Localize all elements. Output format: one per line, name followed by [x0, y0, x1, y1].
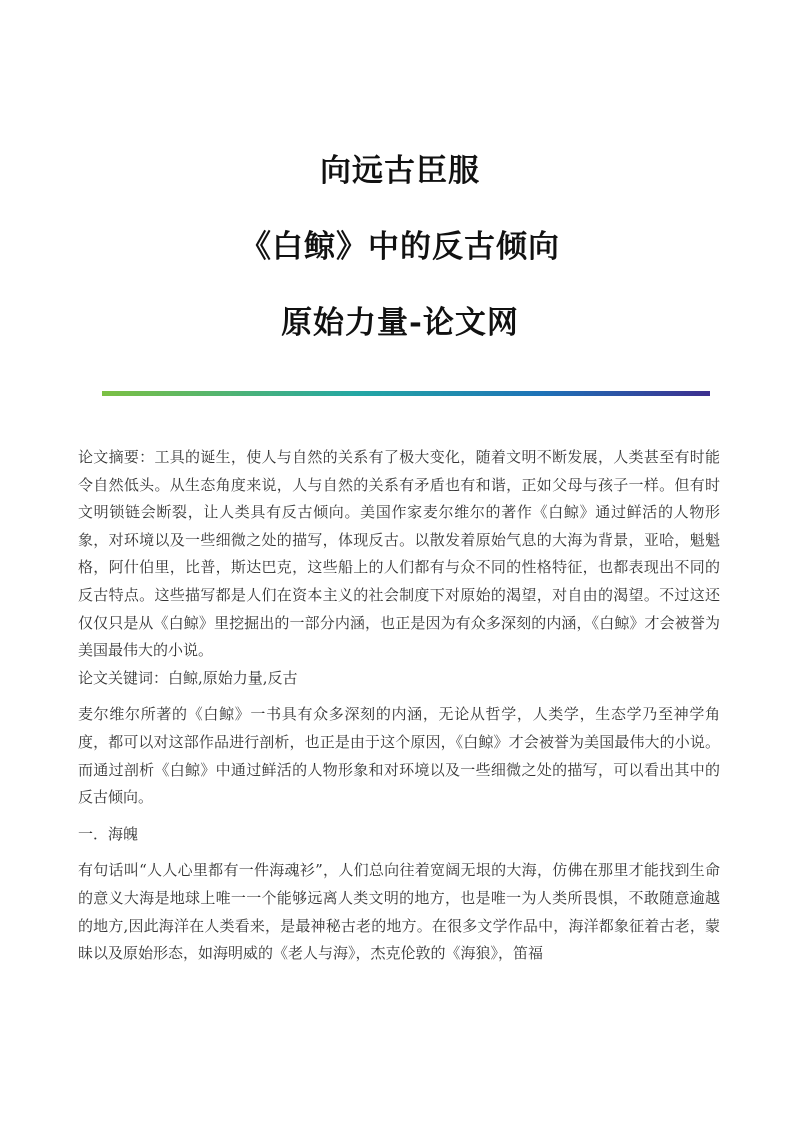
- title-block: [0, 152, 800, 380]
- gradient-divider: [102, 391, 710, 396]
- title-line-1: 向远古臣服: [320, 153, 480, 189]
- section-heading: 一．海魄: [78, 824, 139, 843]
- title-line-2: 《白鲸》中的反古倾向: [240, 229, 560, 265]
- abstract-paragraph: 论文摘要：工具的诞生，使人与自然的关系有了极大变化，随着文明不断发展，人类甚至有时能令自然低头。从生态角度来说，人与自然的关系有矛盾也有和谐，正如父母与孩子一样。但有时文明锁链会断裂，让人类具有反古倾向。美国作家麦尔维尔的著作《白鲸》通过鲜活的人物形象，对环境以及一些细微之处的描写，体现反古。以散发着原始气息的大海为背景，亚哈，魁魁格，阿什伯里，比普，斯达巴克，这些船上的人们都有与众不同的性格特征，也都表现出不同的反古特点。这些描写都是人们在资本主义的社会制度下对原始的渴望，对自由的渴望。不过这还仅仅只是从《白鲸》里挖掘出的一部分内涵，也正是因为有众多深刻的内涵，《白鲸》才会被誉为美国最伟大的小说。: [78, 448, 720, 660]
- intro-paragraph: 麦尔维尔所著的《白鲸》一书具有众多深刻的内涵，无论从哲学，人类学，生态学乃至神学角度，都可以对这部作品进行剖析，也正是由于这个原因，《白鲸》才会被誉为美国最伟大的小说。而通过剖析《白鲸》中通过鲜活的人物形象和对环境以及一些细微之处的描写，可以看出其中的反古倾向。: [78, 705, 720, 807]
- section-paragraph: 有句话叫“人人心里都有一件海魂衫”，人们总向往着宽阔无垠的大海，仿佛在那里才能找到生命的意义大海是地球上唯一一个能够远离人类文明的地方，也是唯一为人类所畏惧，不敢随意逾越的地方,因此海洋在人类看来，是最神秘古老的地方。在很多文学作品中，海洋都象征着古老，蒙昧以及原始形态，如海明威的《老人与海》，杰克伦敦的《海狼》，笛福: [78, 861, 720, 963]
- keywords-line: 论文关键词：白鲸,原始力量,反古: [78, 668, 298, 687]
- article-body: [78, 444, 720, 968]
- title-line-3: 原始力量-论文网: [281, 305, 519, 341]
